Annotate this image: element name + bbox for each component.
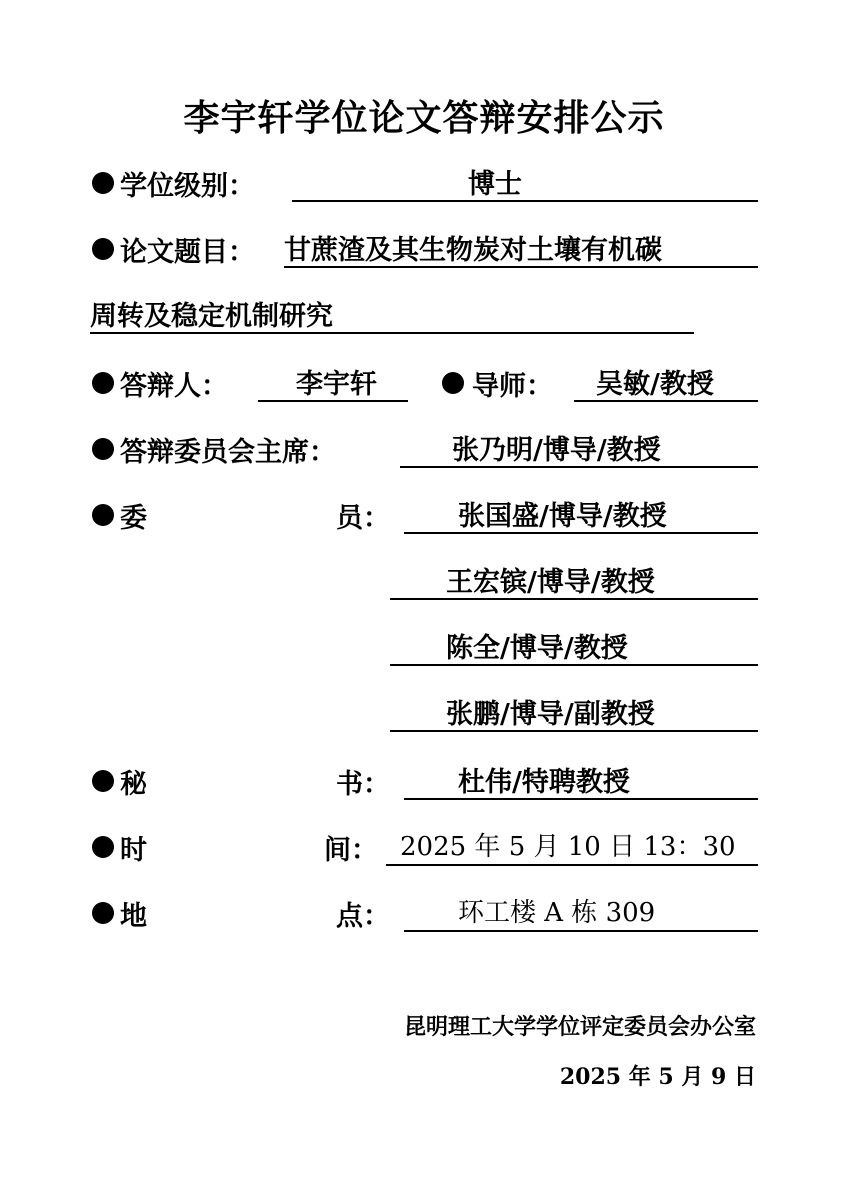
bullet-icon (92, 504, 114, 526)
thesis-field-line2 (90, 294, 694, 334)
candidate-label: 答辩人： (120, 371, 228, 402)
member-1: 张国盛/博导/教授 (458, 501, 667, 532)
member-2: 王宏镔/博导/教授 (446, 567, 655, 598)
place-label-b: 点： (336, 901, 390, 932)
member-field-2 (390, 560, 758, 600)
bullet-icon (92, 372, 114, 394)
secretary-value: 杜伟/特聘教授 (458, 767, 630, 798)
bullet-icon (92, 238, 114, 260)
advisor-field (574, 362, 758, 402)
page-title: 李宇轩学位论文答辩安排公示 (183, 97, 665, 139)
chair-label: 答辩委员会主席： (120, 437, 336, 468)
bullet-icon (92, 902, 114, 924)
bullet-icon (442, 372, 464, 394)
bullet-icon (92, 438, 114, 460)
time-value: 2025 年 5 月 10 日 13：30 (400, 832, 736, 862)
candidate-field (258, 362, 408, 402)
candidate-value: 李宇轩 (296, 369, 377, 400)
place-label-a: 地 (120, 901, 147, 932)
member-field-3 (390, 626, 758, 666)
thesis-field-line1 (284, 228, 758, 268)
bullet-icon (92, 836, 114, 858)
time-label-b: 间： (324, 835, 378, 866)
issue-date: 2025 年 5 月 9 日 (559, 1064, 756, 1090)
member-field-4 (390, 692, 758, 732)
chair-value: 张乃明/博导/教授 (452, 435, 661, 466)
secretary-field (404, 760, 758, 800)
thesis-title-line1: 甘蔗渣及其生物炭对土壤有机碳 (284, 235, 662, 266)
place-value: 环工楼 A 栋 309 (458, 898, 656, 928)
members-label-b: 员： (336, 503, 390, 534)
degree-field (292, 162, 758, 202)
advisor-value: 吴敏/教授 (596, 369, 714, 400)
members-label-a: 委 (120, 503, 147, 534)
issuing-office: 昆明理工大学学位评定委员会办公室 (403, 1014, 756, 1040)
member-4: 张鹏/博导/副教授 (446, 699, 655, 730)
chair-field (400, 428, 758, 468)
member-field-1 (404, 494, 758, 534)
time-field (386, 826, 758, 866)
degree-value: 博士 (468, 169, 522, 200)
bullet-icon (92, 770, 114, 792)
secretary-label-b: 书： (336, 769, 390, 800)
member-3: 陈全/博导/教授 (446, 633, 628, 664)
bullet-icon (92, 172, 114, 194)
degree-label: 学位级别： (120, 171, 255, 202)
advisor-label: 导师： (472, 371, 553, 402)
thesis-title-line2: 周转及稳定机制研究 (90, 301, 333, 332)
place-field (404, 892, 758, 932)
thesis-label: 论文题目： (120, 237, 255, 268)
secretary-label-a: 秘 (120, 769, 147, 800)
time-label-a: 时 (120, 835, 147, 866)
